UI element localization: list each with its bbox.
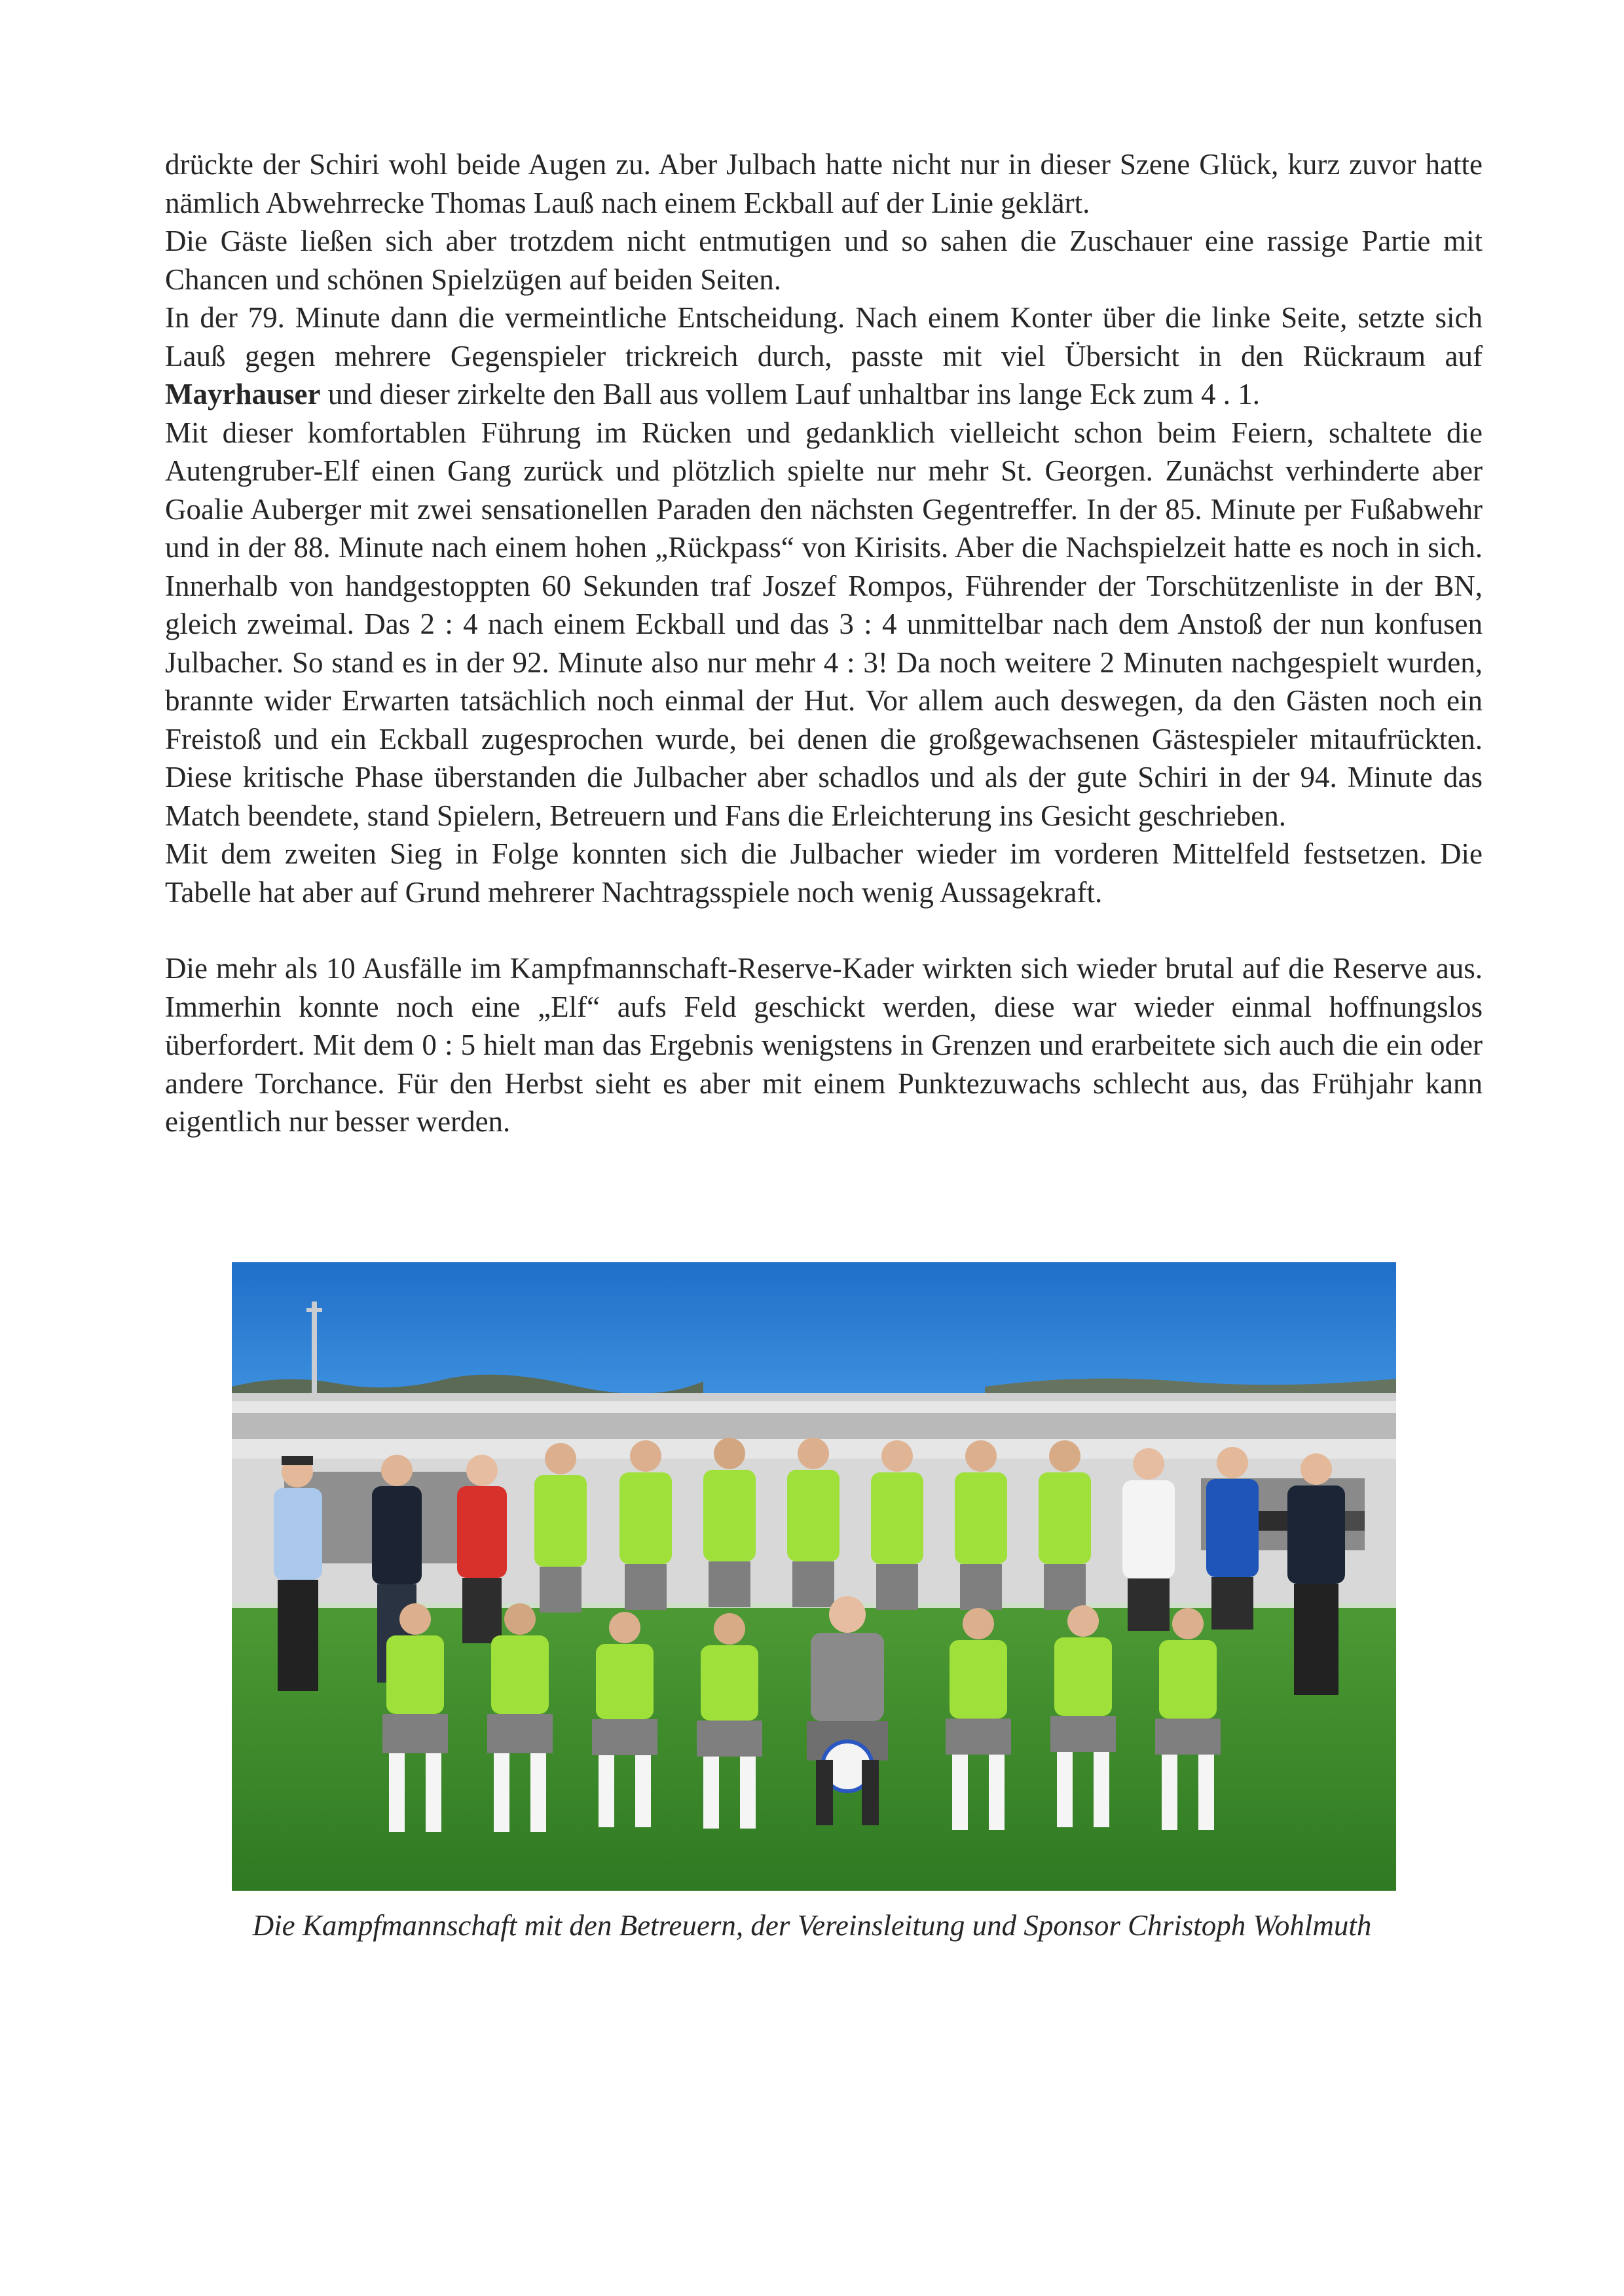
paragraph: Mit dieser komfortablen Führung im Rücken und gedanklich vielleicht schon beim Feiern, schaltete die Autengruber-Elf einen Gang zurück und plötzlich spielte nur mehr St. Georgen. Zunächst verhinderte aber Goalie Auberger mit zwei sensationellen Paraden den nächsten Gegentreffer. In der 85. Minute per Fußabwehr und in der 88. Minute nach einem hohen „Rückpass“ von Kirisits. Aber die Nachspielzeit hatte es noch in sich. Innerhalb von handgestoppten 60 Sekunden traf Joszef Rompos, Führender der Torschützenliste in der BN, gleich zweimal. Das 2 : 4 nach einem Eckball und das 3 : 4 unmittelbar nach dem Anstoß der nun konfusen Julbacher. So stand es in der 92. Minute also nur mehr 4 : 3! Da noch weitere 2 Minuten nachgespielt wurden, brannte wider Erwarten tatsächlich noch einmal der Hut. Vor allem auch deswegen, da den Gästen noch ein Freistoß und ein Eckball zugesprochen wurde, bei denen die großgewachsenen Gästespieler mitaufrückten. Diese kritische Phase überstanden die Julbacher aber schadlos und als der gute Schiri in der 94. Minute das Match beendete, stand Spielern, Betreuern und Fans die Erleichterung ins Gesicht geschrieben. — [165, 416, 1483, 832]
article-body — [165, 145, 1483, 1141]
paragraph: drückte der Schiri wohl beide Augen zu. Aber Julbach hatte nicht nur in dieser Szene Glück, kurz zuvor hatte nämlich Abwehrrecke Thomas Lauß nach einem Eckball auf der Linie geklärt. — [165, 148, 1483, 219]
team-photo-illustration — [232, 1262, 1396, 1891]
player-name-bold: Mayrhauser — [165, 378, 321, 410]
team-photo — [232, 1262, 1396, 1891]
paragraph: Mit dem zweiten Sieg in Folge konnten sich die Julbacher wieder im vorderen Mittelfeld festsetzen. Die Tabelle hat aber auf Grund mehrerer Nachtragsspiele noch wenig Aussagekraft. — [165, 837, 1483, 909]
paragraph-text: und dieser zirkelte den Ball aus vollem Lauf unhaltbar ins lange Eck zum 4 . 1. — [320, 378, 1261, 410]
paragraph: Die mehr als 10 Ausfälle im Kampfmannschaft-Reserve-Kader wirkten sich wieder brutal auf die Reserve aus. Immerhin konnte noch eine „Elf“ aufs Feld geschickt werden, diese war wieder einmal hoffnungslos überfordert. Mit dem 0 : 5 hielt man das Ergebnis wenigstens in Grenzen und erarbeitete sich auch die ein oder andere Torchance. Für den Herbst sieht es aber mit einem Punktezuwachs schlecht aus, das Frühjahr kann eigentlich nur besser werden. — [165, 952, 1483, 1138]
paragraph — [165, 299, 1483, 414]
photo-caption: Die Kampfmannschaft mit den Betreuern, der Vereinsleitung und Sponsor Christoph Wohlmuth — [252, 1909, 1372, 1942]
pole — [312, 1302, 317, 1406]
paragraph: Die Gäste ließen sich aber trotzdem nicht entmutigen und so sahen die Zuschauer eine rassige Partie mit Chancen und schönen Spielzügen auf beiden Seiten. — [165, 225, 1483, 296]
paragraph-text: In der 79. Minute dann die vermeintliche Entscheidung. Nach einem Konter über die linke Seite, setzte sich Lauß gegen mehrere Gegenspieler trickreich durch, passte mit viel Übersicht in den Rückraum auf — [165, 301, 1483, 373]
